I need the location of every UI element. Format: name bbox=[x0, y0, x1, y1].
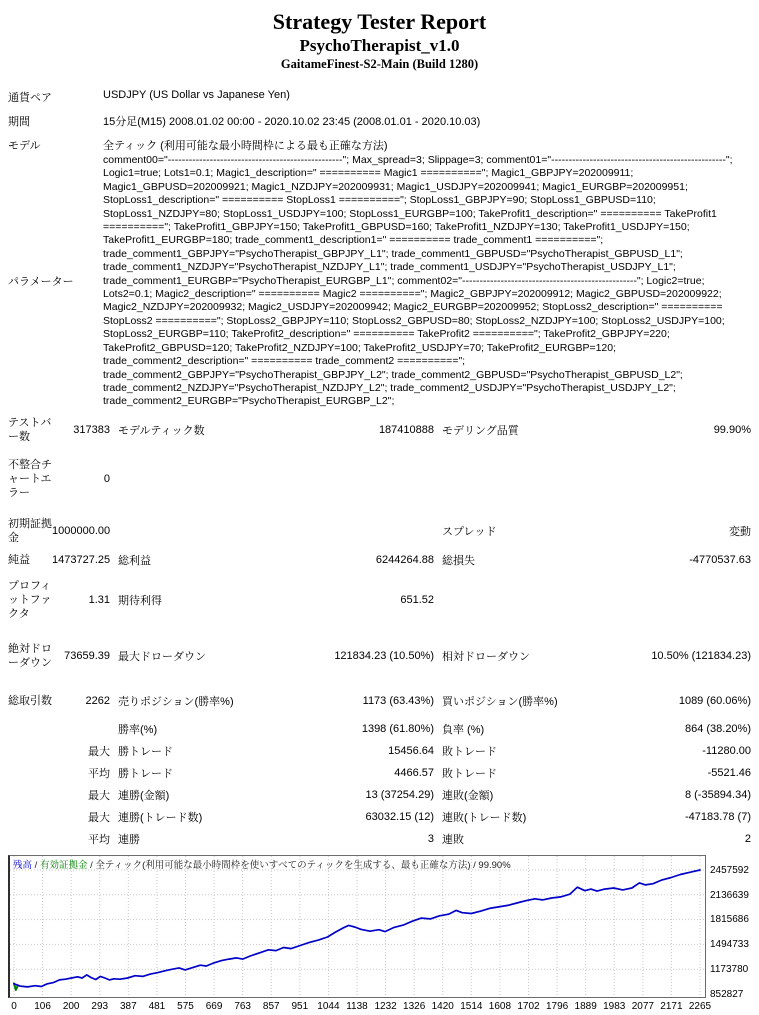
stat-value: 1173 (63.43%) bbox=[362, 694, 434, 707]
stat-label: 連勝(トレード数) bbox=[118, 811, 203, 824]
stat-value: 平均 bbox=[88, 833, 110, 846]
stat-label: 連勝(金額) bbox=[118, 789, 170, 802]
row-initial-deposit bbox=[8, 514, 751, 548]
equity-chart bbox=[8, 855, 751, 1015]
stat-value: 2262 bbox=[85, 694, 110, 707]
legend-equity: 有効証拠金 bbox=[39, 859, 88, 871]
x-tick-label: 951 bbox=[291, 1000, 309, 1012]
stat-label: 買いポジション(勝率%) bbox=[442, 695, 558, 708]
stat-label: テストバー数 bbox=[8, 416, 52, 443]
stat-value: 1.31 bbox=[88, 593, 110, 606]
stat-value: 99.90% bbox=[713, 423, 751, 436]
symbol-label: 通貨ペア bbox=[8, 92, 52, 104]
period-value: 15分足(M15) 2008.01.02 00:00 - 2020.10.02 23:45 (2008.01.01 - 2020.10.03) bbox=[103, 116, 481, 128]
chart-y-axis bbox=[710, 855, 759, 998]
stat-value: -47183.78 (7) bbox=[684, 810, 751, 823]
x-tick-label: 200 bbox=[62, 1000, 80, 1012]
x-tick-label: 1889 bbox=[574, 1000, 597, 1012]
stat-value: 73659.39 bbox=[64, 649, 110, 662]
chart-plot-area bbox=[8, 855, 706, 998]
row-profit-factor bbox=[8, 572, 751, 628]
stat-label: 連敗(金額) bbox=[442, 789, 494, 802]
stat-label: スプレッド bbox=[442, 525, 497, 538]
balance-curve bbox=[10, 856, 704, 996]
stat-value: 2 bbox=[744, 832, 751, 845]
stat-value: -11280.00 bbox=[702, 744, 751, 757]
x-tick-label: 857 bbox=[262, 1000, 280, 1012]
y-tick-label: 2457592 bbox=[710, 864, 749, 876]
row-consecutive-count bbox=[8, 806, 751, 828]
model-value: 全ティック (利用可能な最小時間枠による最も正確な方法) bbox=[103, 140, 388, 152]
row-largest-trade bbox=[8, 740, 751, 762]
stat-label: 勝率(%) bbox=[118, 723, 158, 736]
stat-value: 最大 bbox=[88, 811, 110, 824]
stat-label: 絶対ドローダウン bbox=[8, 642, 52, 669]
stat-value: 6244264.88 bbox=[375, 553, 434, 566]
stat-value: -4770537.63 bbox=[689, 553, 751, 566]
x-tick-label: 1702 bbox=[517, 1000, 540, 1012]
x-tick-label: 1983 bbox=[603, 1000, 626, 1012]
report-title: Strategy Tester Report bbox=[272, 9, 487, 34]
stat-value: 平均 bbox=[88, 767, 110, 780]
x-tick-label: 1608 bbox=[488, 1000, 512, 1012]
stat-value: 651.52 bbox=[400, 593, 434, 606]
x-tick-label: 1232 bbox=[374, 1000, 397, 1012]
row-model bbox=[8, 137, 751, 154]
stat-value: 3 bbox=[427, 832, 434, 845]
row-average-consecutive bbox=[8, 828, 751, 850]
report-header bbox=[8, 8, 751, 72]
stat-label: 初期証拠金 bbox=[8, 517, 52, 544]
stat-label: 総利益 bbox=[118, 554, 151, 567]
x-tick-label: 106 bbox=[34, 1000, 51, 1012]
x-tick-label: 1138 bbox=[346, 1000, 368, 1012]
stat-value: 1473727.25 bbox=[52, 553, 111, 566]
stat-value: 121834.23 (10.50%) bbox=[334, 649, 434, 662]
chart-legend bbox=[13, 857, 511, 871]
row-test-bars bbox=[8, 416, 751, 444]
row-total-net-profit bbox=[8, 548, 751, 572]
stat-value: 864 (38.20%) bbox=[684, 722, 751, 735]
stat-value: 変動 bbox=[729, 525, 751, 538]
stat-label: 売りポジション(勝率%) bbox=[118, 695, 234, 708]
y-tick-label: 1173780 bbox=[710, 963, 749, 975]
stat-value: 187410888 bbox=[378, 423, 434, 436]
x-tick-label: 481 bbox=[148, 1000, 166, 1012]
stat-value: 0 bbox=[103, 472, 110, 485]
x-tick-label: 1326 bbox=[403, 1000, 426, 1012]
model-label: モデル bbox=[8, 140, 41, 152]
legend-model: 全ティック(利用可能な最小時間枠を使いすべてのティックを生成する、最も正確な方法) bbox=[95, 859, 471, 871]
stat-label: 期待利得 bbox=[118, 594, 162, 607]
row-consecutive-amount bbox=[8, 784, 751, 806]
stat-label: 最大ドローダウン bbox=[118, 650, 206, 663]
legend-separator: / bbox=[87, 859, 96, 871]
row-period bbox=[8, 113, 751, 137]
x-tick-label: 293 bbox=[91, 1000, 109, 1012]
x-tick-label: 387 bbox=[119, 1000, 137, 1012]
stat-label: 負率 (%) bbox=[442, 723, 485, 736]
x-tick-label: 1514 bbox=[460, 1000, 483, 1012]
stat-label: 勝トレード bbox=[118, 767, 173, 780]
parameters-text: comment00="--------------------------------------------------"; Max_spread=3; Slippage=3; comment01="--------------------------------------------------"; Logic1=true; Lots1=0.1; Magic1_description=" ========== Magic1 =========="; Magic1_GBPJPY=202009911; Magic1_GBPUSD=202009921; Magic1_NZDJPY=202009931; Magic1_USDJPY=202009941; Magic1_EURGBP=202009951; StopLoss1_description=" ========== StopLoss1 =========="; StopLoss1_GBPJPY=90; StopLoss1_GBPUSD=110; StopLoss1_NZDJPY=80; StopLoss1_USDJPY=100; StopLoss1_EURGBP=100; TakeProfit1_description=" ========== TakeProfit1 =========="; TakeProfit1_GBPJPY=150; TakeProfit1_GBPUSD=160; TakeProfit1_NZDJPY=130; TakeProfit1_USDJPY=150; TakeProfit1_EURGBP=180; trade_comment1_description1=" ========== trade_comment1 =========="; trade_comment1_GBPJPY="PsychoTherapist_GBPJPY_L1"; trade_comment1_GBPUSD="PsychoTherapist_GBPUSD_L1"; trade_comment1_NZDJPY="PsychoTherapist_NZDJPY_L1"; trade_comment1_USDJPY="PsychoTherapist_USDJPY_L1"; trade_comment1_EURGBP="PsychoTherapist_EURGBP_L1"; comment02="--------------------------------------------------"; Logic2=true; Lots2=0.1; Magic2_description=" ========== Magic2 =========="; Magic2_GBPJPY=202009912; Magic2_GBPUSD=202009922; Magic2_NZDJPY=202009932; Magic2_USDJPY=202009942; Magic2_EURGBP=202009952; StopLoss2_description=" ========== StopLoss2 =========="; StopLoss2_GBPJPY=110; StopLoss2_GBPUSD=80; StopLoss2_NZDJPY=100; StopLoss2_USDJPY=100; StopLoss2_EURGBP=110; TakeProfit2_description=" ========== TakeProfit2 =========="; TakeProfit2_GBPJPY=220; TakeProfit2_GBPUSD=120; TakeProfit2_NZDJPY=100; TakeProfit2_USDJPY=70; TakeProfit2_EURGBP=120; trade_comment2_description=" ========== trade_comment2 =========="; trade_comment2_GBPJPY="PsychoTherapist_GBPJPY_L2"; trade_comment2_GBPUSD="PsychoTherapist_GBPUSD_L2"; trade_comment2_NZDJPY="PsychoTherapist_NZDJPY_L2"; trade_comment2_USDJPY="PsychoTherapist_USDJPY_L2"; trade_comment2_EURGBP="PsychoTherapist_EURGBP_L2"; bbox=[103, 154, 733, 408]
row-symbol bbox=[8, 89, 751, 113]
stat-label: 連勝 bbox=[118, 833, 140, 846]
x-tick-label: 763 bbox=[234, 1000, 251, 1012]
stat-value: -5521.46 bbox=[707, 766, 751, 779]
row-win-rate bbox=[8, 718, 751, 740]
stat-label: 純益 bbox=[8, 553, 30, 566]
stat-label: 連敗(トレード数) bbox=[442, 811, 527, 824]
legend-separator: / bbox=[32, 859, 40, 871]
stat-value: 4466.57 bbox=[394, 766, 434, 779]
row-total-trades bbox=[8, 684, 751, 718]
parameters-label: パラメーター bbox=[8, 276, 74, 289]
stat-value: 1000000.00 bbox=[52, 524, 111, 537]
stat-label: 相対ドローダウン bbox=[442, 650, 530, 663]
symbol-value: USDJPY (US Dollar vs Japanese Yen) bbox=[103, 89, 290, 101]
server-build: GaitameFinest-S2-Main (Build 1280) bbox=[280, 57, 479, 71]
stat-value: 63032.15 (12) bbox=[365, 810, 434, 823]
stat-value: 15456.64 bbox=[388, 744, 434, 757]
x-tick-label: 1044 bbox=[317, 1000, 340, 1012]
x-tick-label: 1796 bbox=[545, 1000, 569, 1012]
x-tick-label: 669 bbox=[205, 1000, 223, 1012]
x-tick-label: 575 bbox=[177, 1000, 194, 1012]
stat-label: 敗トレード bbox=[442, 745, 497, 758]
stat-label: 不整合チャートエラー bbox=[8, 458, 52, 499]
stat-label: 敗トレード bbox=[442, 767, 497, 780]
y-tick-label: 1494733 bbox=[710, 939, 749, 951]
chart-x-axis bbox=[8, 1000, 712, 1014]
period-label: 期間 bbox=[8, 116, 30, 128]
x-tick-label: 2077 bbox=[631, 1000, 654, 1012]
row-mismatched-errors bbox=[8, 444, 751, 514]
x-tick-label: 1420 bbox=[431, 1000, 454, 1012]
ea-name: PsychoTherapist_v1.0 bbox=[299, 36, 460, 55]
stat-label: 連敗 bbox=[442, 833, 464, 846]
row-drawdown bbox=[8, 628, 751, 684]
stat-label: プロフィットファクタ bbox=[8, 579, 52, 620]
stat-label: 総取引数 bbox=[8, 694, 52, 707]
y-tick-label: 2136639 bbox=[710, 889, 749, 901]
x-tick-label: 2171 bbox=[660, 1000, 683, 1012]
y-tick-label: 852827 bbox=[710, 988, 744, 1000]
stat-value: 10.50% (121834.23) bbox=[651, 649, 751, 662]
stat-label: モデリング品質 bbox=[442, 424, 519, 437]
stat-value: 最大 bbox=[88, 745, 110, 758]
row-parameters bbox=[8, 154, 751, 409]
stat-value: 1089 (60.06%) bbox=[678, 694, 751, 707]
y-tick-label: 1815686 bbox=[710, 914, 749, 926]
x-tick-label: 2265 bbox=[688, 1000, 712, 1012]
stat-value: 317383 bbox=[73, 423, 110, 436]
stat-value: 8 (-35894.34) bbox=[684, 788, 751, 801]
stat-value: 最大 bbox=[88, 789, 110, 802]
stat-label: 総損失 bbox=[442, 554, 475, 567]
stat-value: 13 (37254.29) bbox=[365, 788, 434, 801]
legend-balance: 残高 bbox=[13, 859, 33, 871]
stat-label: 勝トレード bbox=[118, 745, 173, 758]
stat-value: 1398 (61.80%) bbox=[361, 722, 434, 735]
stat-label: モデルティック数 bbox=[118, 424, 205, 437]
x-tick-label: 0 bbox=[11, 1000, 17, 1012]
legend-separator: / bbox=[470, 859, 479, 871]
legend-quality: 99.90% bbox=[478, 859, 511, 871]
row-average-trade bbox=[8, 762, 751, 784]
